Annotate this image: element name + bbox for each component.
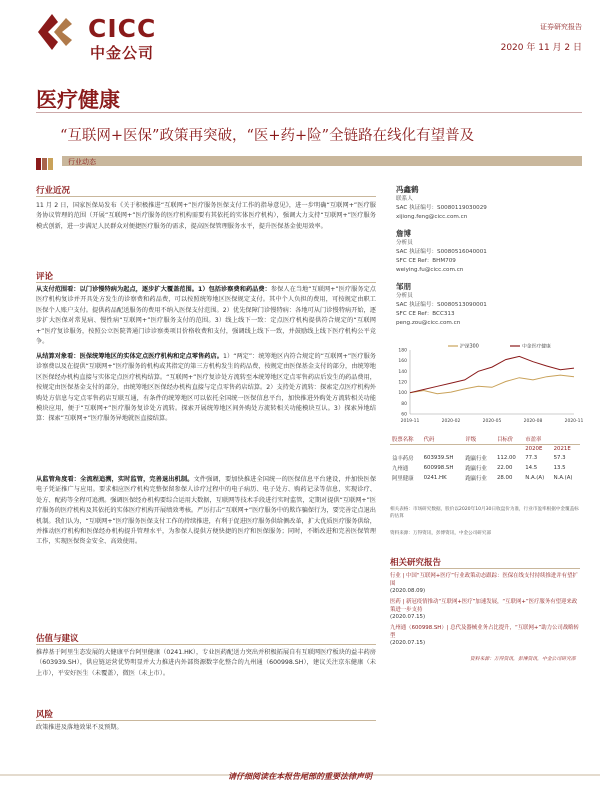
table-cell: 跑赢行业 <box>465 456 487 462</box>
analyst-card <box>396 228 582 275</box>
y-tick-label: 60 <box>401 412 407 418</box>
report-type: 证券研究报告 <box>540 23 582 31</box>
analyst-email[interactable]: peng.zou@cicc.com.cn <box>396 320 461 326</box>
y-tick-label: 100 <box>398 391 407 397</box>
y-tick-label: 80 <box>401 401 407 407</box>
x-tick-label: 2020-02 <box>441 419 461 424</box>
analyst-sac: SAC 执证编号：S0080516040001 <box>396 249 487 255</box>
sector-title: 医疗健康 <box>36 87 120 112</box>
table-subheader-cell: 2021E <box>553 446 571 452</box>
analyst-email[interactable]: xijiong.feng@cicc.com.cn <box>396 214 468 220</box>
tag-band <box>62 156 582 166</box>
y-tick-label: 140 <box>398 369 407 375</box>
analyst-card <box>396 281 582 328</box>
table-cell: 57.3 <box>553 455 566 461</box>
table-cell: 112.00 <box>496 455 516 461</box>
risk-text: 政策推进及落地效果不及预期。 <box>36 724 123 731</box>
performance-chart <box>388 340 584 428</box>
table-subheader-row <box>390 445 580 454</box>
table-row <box>390 453 580 463</box>
table-header-cell: 评级 <box>465 437 477 443</box>
comment-paragraph-3-lead: 从监管角度看：全流程追溯，实时监管，完善退出机制。 <box>36 476 194 483</box>
x-tick-label: 2019-11 <box>400 419 420 424</box>
table-cell: 0241.HK <box>423 475 447 481</box>
valuation-text: 推荐基于阿里生态发展的大健康平台阿里健康（0241.HK），专业医药配送力突出并积极拓展自有互联网医疗板块的益丰药房（603939.SH），供应链运营优势明显并大力推进内外部资源数字化整合的九州通（600998.SH），建议关注京东健康（未上市），平安好医生（未覆盖），微医（未上市）。 <box>36 649 376 677</box>
financial-table <box>390 434 580 483</box>
table-cell: 益丰药房 <box>392 456 414 462</box>
legal-notice: 请仔细阅读在本报告尾部的重要法律声明 <box>228 772 372 781</box>
related-item-title[interactable]: 行业 | 中国“互联网+医疗”行业政策动态跟踪：医保在线支付持续推进并有望扩围 <box>390 573 578 587</box>
table-cell: 阿里健康 <box>392 476 414 482</box>
analyst-sfc: SFC CE Ref：BHM709 <box>396 258 456 264</box>
table-header-cell: 目标价 <box>496 437 514 443</box>
table-row <box>390 473 580 483</box>
comment-paragraph-3-body: 文件强调，要加快推进全国统一的医保信息平台建设，并加快医保电子凭证推广与应用。要求相应医疗机构完整保留参保人诊疗过程中的电子病历、电子处方、购药记录等信息，实现诊疗、处方、配药等全程可追溯。强调医保经办机构要综合运用大数据，互联网等技术手段进行实时监管，定期对提供“互联网+”医疗服务的医疗机构及其依托的实体医疗机构开展绩效考核。严厉打击“互联网+”医疗服务中的欺诈骗保行为，要完善定点退出机制。我们认为，“互联网+”医疗服务医保支付工作的持续推进，有利于促进医疗服务供给侧改革，扩大优质医疗服务供给，并推动医疗机构和医保经办机构提升管理水平，为参保人提供方便快捷的医疗和医保服务；同时，不断改进和完善医保管理工作，实现医保资金安全、高效使用。 <box>36 476 377 546</box>
legend-label: 中金医疗健康 <box>522 344 551 350</box>
y-tick-label: 180 <box>398 348 407 354</box>
tag-bars-icon <box>36 155 58 167</box>
analyst-name: 邹朋 <box>396 282 411 291</box>
table-cell: N.A.(A) <box>525 475 545 481</box>
comment-paragraph-3 <box>36 475 376 548</box>
analyst-role: 联系人 <box>396 196 413 202</box>
related-item-date: (2020.07.15) <box>390 614 426 620</box>
related-item[interactable] <box>390 598 580 620</box>
related-item[interactable] <box>390 572 580 594</box>
table-cell: 77.3 <box>525 455 538 461</box>
report-title: “互联网+医保”政策再突破，“医+药+险”全链路在线化有望普及 <box>60 128 475 144</box>
table-subheader-cell: 2020E <box>525 446 543 452</box>
analyst-role: 分析员 <box>396 240 413 246</box>
valuation-divider <box>36 644 376 645</box>
legend-label: 沪深300 <box>460 344 479 350</box>
table-note: 相关表格：市场研究数据，股价以2020年10月30日收盘价为准，行业市盈率根据中金覆盖标的估算 <box>390 507 579 519</box>
y-tick-label: 160 <box>398 359 407 365</box>
related-item-date: (2020.07.15) <box>390 640 426 646</box>
table-cell: 13.5 <box>553 465 566 471</box>
comment-divider <box>36 282 376 283</box>
analyst-name: 冯鑫鹤 <box>396 185 419 194</box>
table-row <box>390 463 580 473</box>
comment-paragraph-1-body: 参保人在当地“互联网+”医疗服务定点医疗机构复诊并开具处方发生的诊察费和药品费，可以按照统筹地区医保规定支付。其中个人负担的费用，可按规定由职工医保个人账户支付。提供药品配送服务的费用不纳入医保支付范围。2）优先保障门诊慢特病：各地可从门诊慢特病开始，逐步扩大医保对常见病、慢性病“互联网+”医疗服务支付的范围。3）线上线下一致：定点医疗机构提供符合规定的“互联网+”医疗复诊服务，按照公立医院普通门诊诊察类项目价格收费和支付，强调线上线下一致，并鼓励线上线下医疗机构公平竞争。 <box>36 286 376 346</box>
valuation-heading: 估值与建议 <box>36 634 79 644</box>
cicc-logo-icon <box>38 14 82 50</box>
related-source: 资料来源：万得资讯，彭博资讯，中金公司研究部 <box>470 657 576 662</box>
comment-heading: 评论 <box>36 272 54 282</box>
logo-text-cn: 中金公司 <box>90 44 155 62</box>
analyst-block <box>396 184 582 328</box>
logo-text-en: CICC <box>88 14 157 43</box>
analyst-sac: SAC 执证编号：S0080119030029 <box>396 205 487 211</box>
summary-divider <box>36 196 376 197</box>
analyst-name: 詹博 <box>396 229 411 238</box>
analyst-role: 分析员 <box>396 293 413 299</box>
summary-heading: 行业近况 <box>36 186 71 196</box>
table-cell: 跑赢行业 <box>465 466 487 472</box>
table-header-cell: 股票名称 <box>392 437 414 443</box>
comment-paragraph-2-body: 1）“两定”：统筹地区内符合规定的“互联网+”医疗服务诊察费以及在提供“互联网+”医疗服务的机构或其指定的第三方机构发生的药品费，按规定由医保基金支付的部分，由统筹地区医保经办机构直接与实体定点医疗机构结算。“互联网+”医疗复诊处方流转至本统筹地区定点零售药店后发生的药品费用，按规定由医保基金支付的部分，由统筹地区医保经办机构直接与定点零售药店结算。2）支持处方流转：探索定点医疗机构外购处方信息与定点零售药店互联互通，有条件的统筹地区可以依托全国统一医保信息平台，加快推进外购处方流转相关功能模块应用，便于“互联网+”医疗服务复诊处方流转。探索开展统筹地区间外购处方流转相关功能模块互认。3）探索异地结算：探索“互联网+”医疗服务异地就医直接结算。 <box>36 353 376 423</box>
table-cell: N.A.(A) <box>553 475 573 481</box>
table-header-cell: 市盈率 <box>525 437 542 443</box>
related-item-title[interactable]: 医药 | 新冠疫情推动“互联网+医疗”加速发展，“互联网+”医疗服务有望迎来政策进一步支持 <box>390 599 578 613</box>
analyst-card <box>396 184 582 222</box>
x-tick-label: 2020-05 <box>482 419 502 424</box>
series-line-hs300 <box>410 375 574 394</box>
table-cell: 22.00 <box>496 465 513 471</box>
related-divider <box>390 568 580 569</box>
related-item[interactable] <box>390 624 580 646</box>
y-tick-label: 120 <box>398 380 407 386</box>
risk-divider <box>36 720 376 721</box>
comment-paragraph-1-lead: 从支付范围看：以门诊慢特病为起点，逐步扩大覆盖范围。1）包括诊察费和药品费： <box>36 286 271 293</box>
table-header-row <box>390 434 580 445</box>
related-item-date: (2020.08.09) <box>390 588 426 594</box>
analyst-sac: SAC 执证编号：S0080513090001 <box>396 302 487 308</box>
analyst-email[interactable]: weiying.fu@cicc.com.cn <box>396 267 464 273</box>
related-heading: 相关研究报告 <box>390 558 442 568</box>
x-tick-label: 2020-11 <box>564 419 584 424</box>
table-source: 资料来源：万得资讯，彭博资讯，中金公司研究部 <box>390 531 492 536</box>
report-tag: 行业动态 <box>68 158 96 166</box>
comment-paragraph-2-lead: 从结算对象看：医保统筹地区的实体定点医疗机构和定点零售药店。 <box>36 353 223 360</box>
report-date: 2020 年 11 月 2 日 <box>500 43 582 53</box>
header-divider <box>36 112 582 113</box>
table-header-cell: 代码 <box>423 437 435 443</box>
related-item-title[interactable]: 九州通（600998.SH）| 总代及器械业务占比提升，“互联网+”助力公司战略转型 <box>390 625 579 639</box>
table-cell: 600998.SH <box>423 465 454 471</box>
x-tick-label: 2020-08 <box>523 419 543 424</box>
table-cell: 14.5 <box>525 465 538 471</box>
table-cell: 28.00 <box>496 475 513 481</box>
table-cell: 跑赢行业 <box>465 476 487 482</box>
risk-heading: 风险 <box>36 710 54 720</box>
comment-paragraph-1 <box>36 285 376 347</box>
analyst-sfc: SFC CE Ref：BCC313 <box>396 311 455 317</box>
table-cell: 九州通 <box>392 466 409 472</box>
related-list <box>390 572 580 646</box>
summary-text: 11 月 2 日，国家医保局发布《关于积极推进“互联网+”医疗服务医保支付工作的指导意见》，进一步明确“互联网+”医疗服务协议管理的范围（开展“互联网+”医疗服务的医疗机构需要有其依托的实体医疗机构），强调大力支持“互联网+”医疗服务模式创新，进一步满足人民群众对便捷医疗服务的需求，提高医保管理服务水平，提升医保基金使用效率。 <box>36 202 376 230</box>
comment-paragraph-2 <box>36 352 376 425</box>
table-cell: 603939.SH <box>423 455 454 461</box>
